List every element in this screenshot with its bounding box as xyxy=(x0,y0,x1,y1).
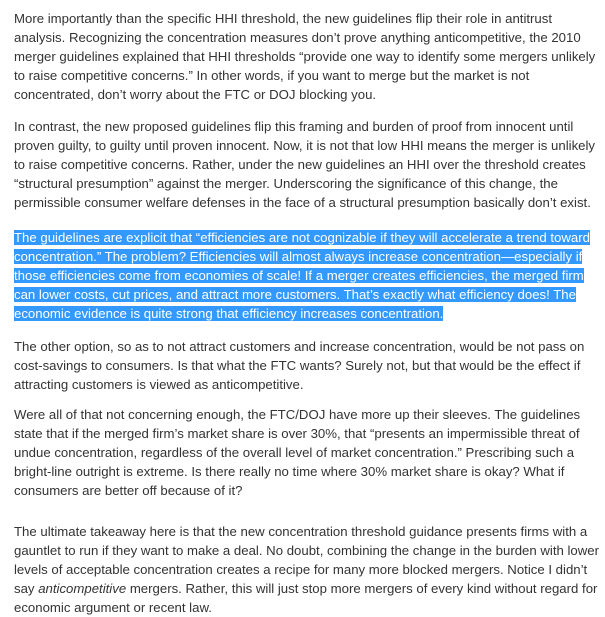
paragraph-line: state that if the merged firm’s market share is over 30%, that “presents an impermissible threat of xyxy=(14,426,580,441)
paragraph-takeaway xyxy=(14,522,600,617)
paragraph-line: Were all of that not concerning enough, the FTC/DOJ have more up their sleeves. The guidelines xyxy=(14,407,581,422)
emphasis-text: anticompetitive xyxy=(38,581,127,596)
selected-line[interactable]: The guidelines are explicit that “efficiencies are not cognizable if they will accelerate a trend toward xyxy=(14,230,590,245)
paragraph-burden-of-proof xyxy=(14,117,594,212)
paragraph-line: The ultimate takeaway here is that the new concentration threshold guidance presents firms with a xyxy=(14,524,588,539)
paragraph-line: merger guidelines explained that HHI thresholds “provide one way to identify some mergers unlikely xyxy=(14,49,596,64)
selected-line[interactable]: economic evidence is quite strong that efficiency increases concentration. xyxy=(14,306,444,321)
paragraph-market-share xyxy=(14,405,594,500)
paragraph-line: economic argument or recent law. xyxy=(14,600,212,615)
paragraph-other-option xyxy=(14,337,594,394)
paragraph-hhi-threshold xyxy=(14,9,594,104)
paragraph-line: “structural presumption” against the merger. Underscoring the significance of this change, the xyxy=(14,176,558,191)
paragraph-line: analysis. Recognizing the concentration measures don’t prove anything anticompetitive, the 2010 xyxy=(14,30,581,45)
line-text: mergers. Rather, this will just stop more mergers of every kind without regard for xyxy=(126,581,598,596)
line-text: say xyxy=(14,581,39,596)
paragraph-line: undue concentration, regardless of the overall level of market concentration.” Prescribing such a xyxy=(14,445,575,460)
paragraph-line: bright-line outright is extreme. Is there really no time where 30% market share is okay? What if xyxy=(14,464,565,479)
paragraph-line: consumers are better off because of it? xyxy=(14,483,243,498)
paragraph-line: The other option, so as to not attract customers and increase concentration, would be not pass on xyxy=(14,339,585,354)
paragraph-line: In contrast, the new proposed guidelines flip this framing and burden of proof from innocent until xyxy=(14,119,574,134)
selected-line[interactable]: concentration.” The problem? Efficiencies will almost always increase concentration—especially if xyxy=(14,249,583,264)
paragraph-line: attracting customers is viewed as anticompetitive. xyxy=(14,377,304,392)
paragraph-line: levels of acceptable concentration creates a recipe for many more blocked mergers. Notice I didn’t xyxy=(14,562,588,577)
paragraph-line: gauntlet to run if they want to make a deal. No doubt, combining the change in the burden with lower xyxy=(14,543,600,558)
paragraph-line: More importantly than the specific HHI threshold, the new guidelines flip their role in antitrust xyxy=(14,11,553,26)
paragraph-efficiencies-selected[interactable] xyxy=(14,228,594,323)
paragraph-line: to raise competitive concerns. Rather, under the new guidelines an HHI over the threshold creates xyxy=(14,157,586,172)
paragraph-line: permissible consumer welfare defenses in the face of a structural presumption basically don’t exist. xyxy=(14,195,591,210)
paragraph-line xyxy=(14,579,598,598)
paragraph-line: to raise competitive concerns.” In other words, if you want to merge but the market is not xyxy=(14,68,530,83)
selected-line[interactable]: can lower costs, cut prices, and attract more customers. That’s exactly what efficiency does! The xyxy=(14,287,576,302)
paragraph-line: concentrated, don’t worry about the FTC or DOJ blocking you. xyxy=(14,87,377,102)
paragraph-line: cost-savings to consumers. Is that what the FTC wants? Surely not, but that would be the effect if xyxy=(14,358,581,373)
selected-line[interactable]: those efficiencies come from economies of scale! If a merger creates efficiencies, the merged firm xyxy=(14,268,584,283)
paragraph-line: proven guilty, to guilty until proven innocent. Now, it is not that low HHI means the merger is unlikely xyxy=(14,138,596,153)
